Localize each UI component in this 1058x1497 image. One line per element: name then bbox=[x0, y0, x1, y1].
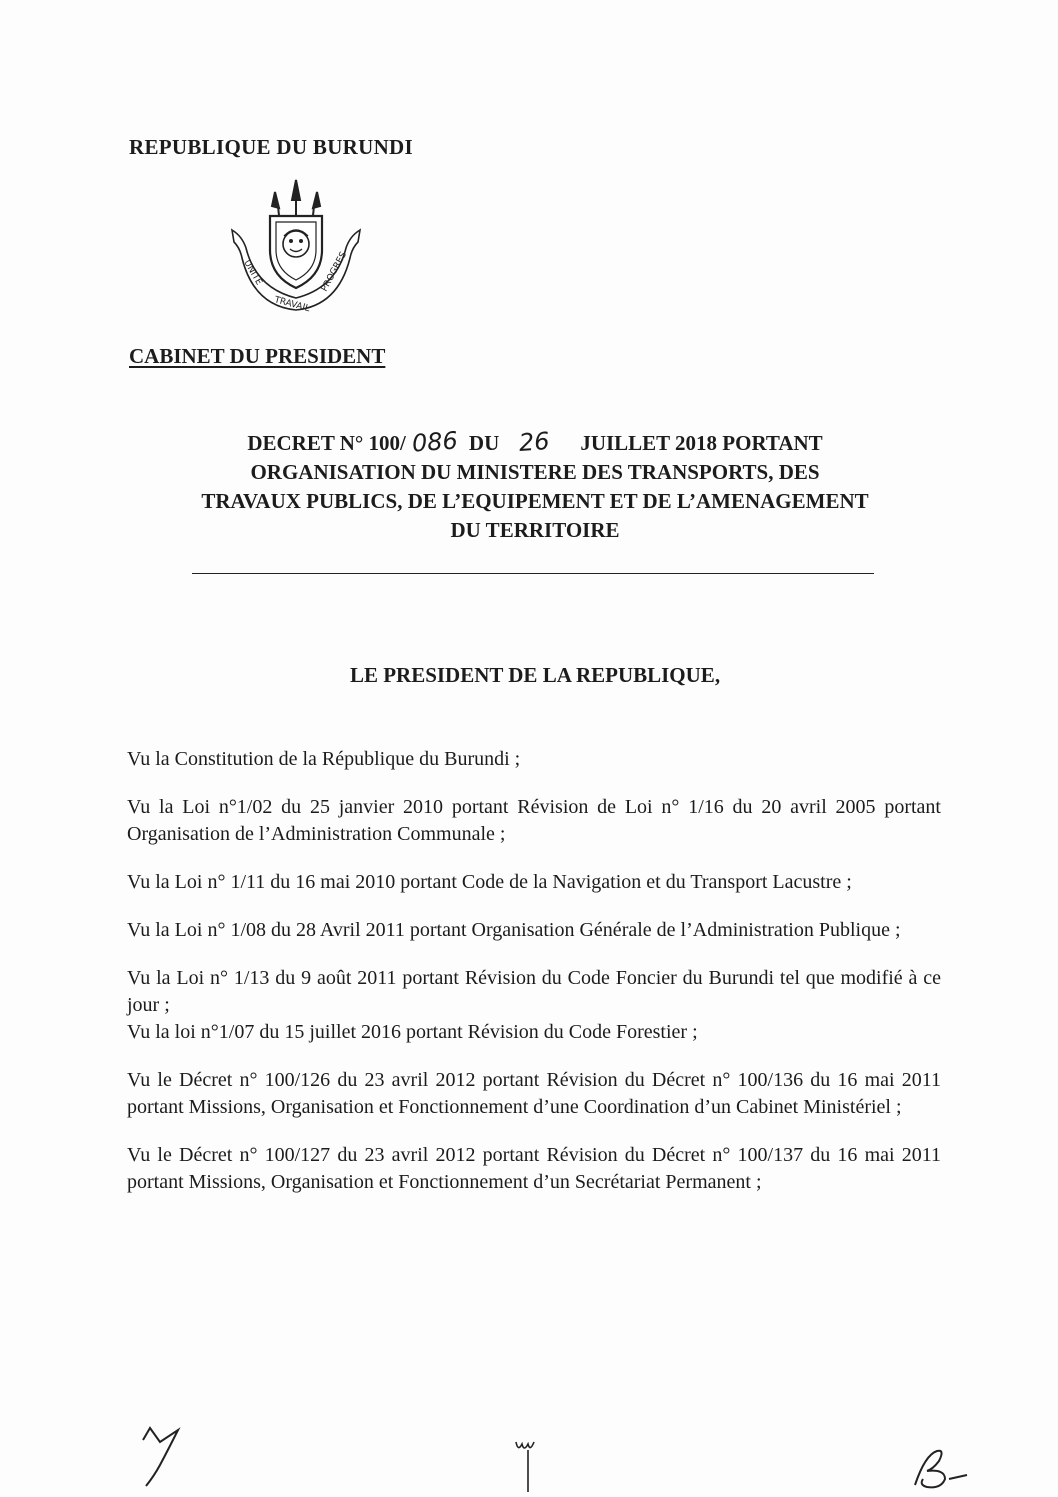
handwritten-initial-right bbox=[905, 1445, 975, 1497]
coat-of-arms-emblem bbox=[222, 178, 367, 313]
decree-prefix: DECRET N° 100/ bbox=[247, 431, 406, 455]
president-heading: LE PRESIDENT DE LA REPUBLIQUE, bbox=[349, 663, 721, 687]
considerant-paragraph: Vu le Décret n° 100/127 du 23 avril 2012 portant Révision du Décret n° 100/137 du 16 mai 2011 portant Missions, Organisation et Fonctionnement d’un Secrétariat Permanent ; bbox=[127, 1144, 941, 1193]
considerant-paragraph: Vu le Décret n° 100/126 du 23 avril 2012 portant Révision du Décret n° 100/136 du 16 mai 2011 portant Missions, Organisation et Fonctionnement d’une Coordination d’un Cabinet Ministériel ; bbox=[127, 1069, 941, 1118]
considerant-paragraph: Vu la Loi n°1/02 du 25 janvier 2010 portant Révision de Loi n° 1/16 du 20 avril 2005 portant Organisation de l’Administration Communale ; bbox=[127, 796, 941, 845]
office-heading: CABINET DU PRESIDENT bbox=[129, 344, 386, 368]
decree-title bbox=[110, 428, 960, 545]
decree-title-line-3: TRAVAUX PUBLICS, DE L’EQUIPEMENT ET DE L’AMENAGEMENT bbox=[201, 489, 869, 513]
considerant-paragraph: Vu la Loi n° 1/13 du 9 août 2011 portant Révision du Code Foncier du Burundi tel que modifié à ce jour ; bbox=[127, 967, 941, 1016]
title-divider bbox=[192, 573, 874, 574]
considerant-paragraph: Vu la Loi n° 1/08 du 28 Avril 2011 portant Organisation Générale de l’Administration Publique ; bbox=[127, 919, 901, 941]
considerant-paragraph: Vu la Loi n° 1/11 du 16 mai 2010 portant Code de la Navigation et du Transport Lacustre ; bbox=[127, 871, 852, 893]
considerants-list bbox=[127, 746, 941, 1217]
decree-title-line-4: DU TERRITOIRE bbox=[450, 518, 620, 542]
decree-title-rest: JUILLET 2018 PORTANT bbox=[580, 431, 823, 455]
handwritten-initial-left bbox=[138, 1420, 188, 1495]
decree-title-line-2: ORGANISATION DU MINISTERE DES TRANSPORTS, DES bbox=[250, 460, 820, 484]
decree-day-handwritten: 26 bbox=[517, 426, 550, 458]
considerant-paragraph: Vu la loi n°1/07 du 15 juillet 2016 portant Révision du Code Forestier ; bbox=[127, 1021, 698, 1043]
svg-text:PROGRES: PROGRES bbox=[319, 250, 350, 294]
svg-text:UNITE: UNITE bbox=[241, 258, 264, 288]
decree-du: DU bbox=[468, 431, 500, 455]
considerant-paragraph: Vu la Constitution de la République du Burundi ; bbox=[127, 748, 521, 770]
country-heading: REPUBLIQUE DU BURUNDI bbox=[129, 135, 413, 159]
decree-title-line-1 bbox=[110, 428, 960, 458]
decree-number-handwritten: 086 bbox=[410, 426, 459, 458]
handwritten-initial-middle bbox=[512, 1430, 552, 1497]
svg-text:TRAVAIL: TRAVAIL bbox=[273, 295, 311, 313]
